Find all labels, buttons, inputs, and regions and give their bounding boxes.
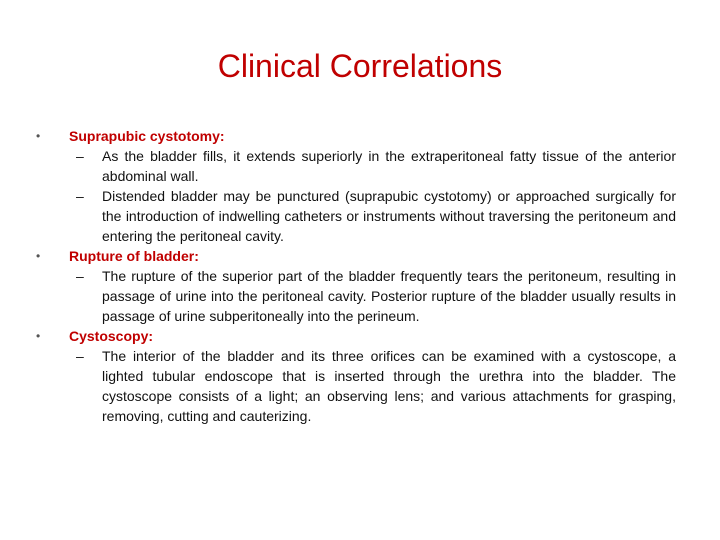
sub-item bbox=[36, 346, 676, 426]
slide-content bbox=[36, 126, 676, 426]
bullet-marker: • bbox=[36, 249, 41, 263]
bullet-item bbox=[36, 326, 676, 346]
bullet-heading: Cystoscopy: bbox=[69, 328, 154, 344]
bullet-heading: Rupture of bladder: bbox=[69, 248, 199, 264]
slide-title: Clinical Correlations bbox=[217, 48, 503, 84]
sub-item bbox=[36, 146, 676, 186]
sub-item bbox=[36, 186, 676, 246]
bullet-heading: Suprapubic cystotomy: bbox=[69, 128, 225, 144]
sub-marker: – bbox=[76, 348, 84, 364]
bullet-item bbox=[36, 246, 676, 266]
sub-text: As the bladder fills, it extends superiorly in the extraperitoneal fatty tissue of the anterior abdominal wall. bbox=[102, 148, 676, 184]
sub-marker: – bbox=[76, 188, 84, 204]
sub-marker: – bbox=[76, 148, 84, 164]
bullet-item bbox=[36, 126, 676, 146]
bullet-marker: • bbox=[36, 329, 41, 343]
sub-text: The rupture of the superior part of the bladder frequently tears the peritoneum, resulting in passage of urine into the peritoneal cavity. Posterior rupture of the bladder usually results in passage of urine subperitoneally into the perineum. bbox=[102, 268, 676, 324]
sub-text: Distended bladder may be punctured (suprapubic cystotomy) or approached surgically for the introduction of indwelling catheters or instruments without traversing the peritoneum and entering the peritoneal cavity. bbox=[102, 188, 676, 244]
bullet-marker: • bbox=[36, 129, 41, 143]
sub-text: The interior of the bladder and its three orifices can be examined with a cystoscope, a lighted tubular endoscope that is inserted through the urethra into the bladder. The cystoscope consists of a light; an observing lens; and various attachments for grasping, removing, cutting and cauterizing. bbox=[102, 348, 676, 424]
sub-item bbox=[36, 266, 676, 326]
sub-marker: – bbox=[76, 268, 84, 284]
